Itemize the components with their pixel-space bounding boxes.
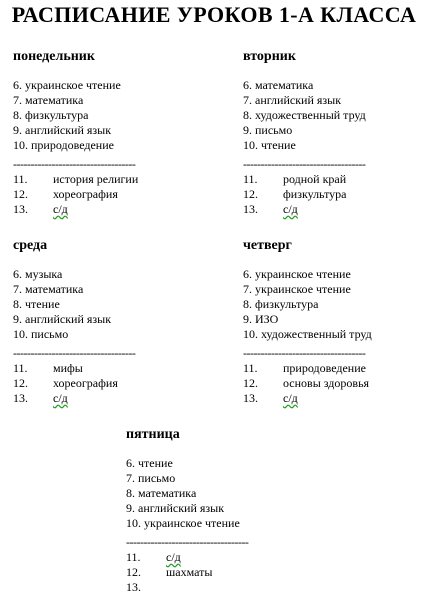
lesson-item: 7. математика bbox=[13, 282, 84, 296]
lesson-item bbox=[243, 172, 428, 187]
lesson-text: природоведение bbox=[283, 361, 366, 375]
lesson-number: 12. bbox=[13, 187, 28, 201]
lesson-item: 9. письмо bbox=[243, 123, 293, 137]
lesson-item: 9. английский язык bbox=[13, 123, 112, 137]
lesson-item: 10. природоведение bbox=[13, 138, 114, 152]
lesson-number: 11. bbox=[126, 550, 141, 564]
lesson-item: 8. математика bbox=[126, 486, 197, 500]
lesson-item: 7. английский язык bbox=[243, 93, 342, 107]
lesson-list bbox=[13, 78, 203, 153]
lesson-list bbox=[126, 456, 326, 531]
extra-lesson-list bbox=[126, 550, 326, 595]
lesson-list bbox=[243, 78, 428, 153]
extra-lesson-list bbox=[13, 172, 203, 217]
lesson-text: шахматы bbox=[166, 565, 213, 579]
lesson-number: 11. bbox=[13, 361, 28, 375]
lesson-text: с/д bbox=[283, 202, 298, 216]
lesson-item: 6. музыка bbox=[13, 267, 63, 281]
day-block-tuesday bbox=[243, 49, 428, 217]
lesson-item: 10. письмо bbox=[13, 327, 69, 341]
lesson-text: родной край bbox=[283, 172, 347, 186]
separator-line: ----------------------------------- bbox=[126, 535, 249, 549]
lesson-number: 11. bbox=[13, 172, 28, 186]
lesson-item: 8. чтение bbox=[13, 297, 60, 311]
separator-line: ----------------------------------- bbox=[243, 157, 366, 171]
lesson-text: основы здоровья bbox=[283, 376, 370, 390]
day-name: четверг bbox=[243, 238, 292, 253]
lesson-item: 9. английский язык bbox=[13, 312, 112, 326]
lesson-number: 11. bbox=[243, 172, 258, 186]
lesson-item: 10. художественный труд bbox=[243, 327, 372, 341]
lesson-list bbox=[13, 267, 203, 342]
day-name: среда bbox=[13, 238, 48, 253]
lesson-item: 9. ИЗО bbox=[243, 312, 279, 326]
lesson-item bbox=[13, 202, 203, 217]
day-name: понедельник bbox=[13, 49, 95, 64]
lesson-item: 7. математика bbox=[13, 93, 84, 107]
lesson-item: 6. математика bbox=[243, 78, 314, 92]
lesson-text: с/д bbox=[53, 391, 68, 405]
lesson-text: хореография bbox=[53, 187, 118, 201]
lesson-text: хореография bbox=[53, 376, 118, 390]
lesson-number: 12. bbox=[13, 376, 28, 390]
lesson-item: 8. художественный труд bbox=[243, 108, 366, 122]
lesson-number: 13. bbox=[13, 202, 28, 216]
separator-line: ----------------------------------- bbox=[243, 346, 366, 360]
day-name: пятница bbox=[126, 427, 180, 442]
separator-line: ----------------------------------- bbox=[13, 157, 136, 171]
lesson-item bbox=[126, 550, 326, 565]
lesson-item: 6. украинское чтение bbox=[13, 78, 121, 92]
lesson-text: с/д bbox=[283, 391, 298, 405]
lesson-number: 12. bbox=[243, 376, 258, 390]
lesson-item: 6. чтение bbox=[126, 456, 173, 470]
lesson-item bbox=[243, 202, 428, 217]
day-block-wednesday bbox=[13, 238, 203, 406]
lesson-text: физкультура bbox=[283, 187, 347, 201]
lesson-item: 6. украинское чтение bbox=[243, 267, 351, 281]
extra-lesson-list bbox=[243, 172, 428, 217]
lesson-number: 13. bbox=[243, 202, 258, 216]
day-block-monday bbox=[13, 49, 203, 217]
day-name: вторник bbox=[243, 49, 296, 64]
page-title: РАСПИСАНИЕ УРОКОВ 1-А КЛАССА bbox=[11, 2, 417, 27]
day-block-friday bbox=[126, 427, 326, 595]
lesson-item bbox=[13, 361, 203, 376]
lesson-text: с/д bbox=[53, 202, 68, 216]
lesson-text: мифы bbox=[53, 361, 83, 375]
lesson-item bbox=[243, 187, 428, 202]
extra-lesson-list bbox=[13, 361, 203, 406]
lesson-number: 13. bbox=[13, 391, 28, 405]
lesson-item bbox=[126, 580, 326, 595]
lesson-text: история религии bbox=[53, 172, 139, 186]
day-block-thursday bbox=[243, 238, 428, 406]
lesson-number: 13. bbox=[126, 580, 141, 594]
lesson-item bbox=[243, 376, 428, 391]
lesson-item bbox=[13, 187, 203, 202]
lesson-number: 13. bbox=[243, 391, 258, 405]
lesson-item bbox=[13, 376, 203, 391]
lesson-item bbox=[13, 391, 203, 406]
lesson-item bbox=[243, 361, 428, 376]
lesson-item bbox=[126, 565, 326, 580]
separator-line: ----------------------------------- bbox=[13, 346, 136, 360]
lesson-item: 8. физкультура bbox=[13, 108, 89, 122]
lesson-text: с/д bbox=[166, 550, 181, 564]
lesson-item bbox=[243, 391, 428, 406]
lesson-item: 10. украинское чтение bbox=[126, 516, 240, 530]
lesson-item: 10. чтение bbox=[243, 138, 296, 152]
lesson-number: 11. bbox=[243, 361, 258, 375]
lesson-list bbox=[243, 267, 428, 342]
lesson-item: 7. украинское чтение bbox=[243, 282, 351, 296]
lesson-number: 12. bbox=[243, 187, 258, 201]
lesson-number: 12. bbox=[126, 565, 141, 579]
lesson-item bbox=[13, 172, 203, 187]
lesson-item: 7. письмо bbox=[126, 471, 176, 485]
lesson-item: 9. английский язык bbox=[126, 501, 225, 515]
lesson-item: 8. физкультура bbox=[243, 297, 319, 311]
extra-lesson-list bbox=[243, 361, 428, 406]
